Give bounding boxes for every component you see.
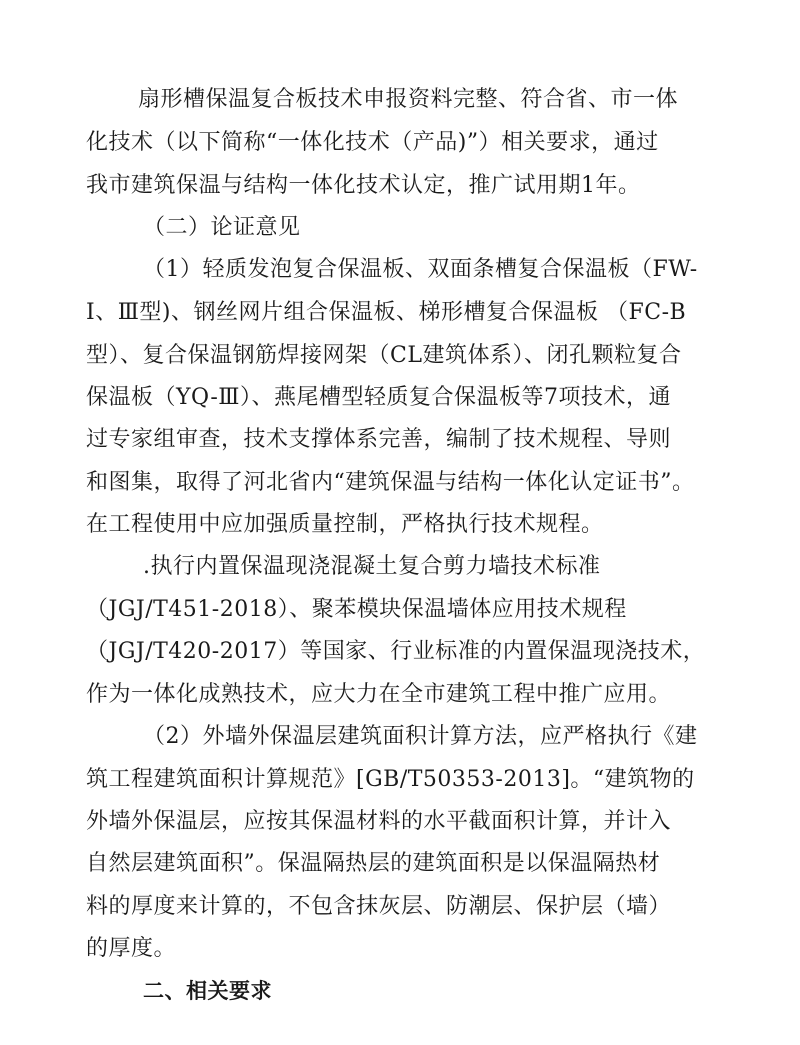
text-line: 型）、复合保温钢筋焊接网架（CL建筑体系）、闭孔颗粒复合 (86, 343, 682, 368)
text-line: （JGJ/T451-2018）、聚苯模块保温墙体应用技术规程 (86, 597, 627, 622)
text-line: 过专家组审查，技术支撑体系完善，编制了技术规程、导则 (86, 427, 672, 452)
text-line: 外墙外保温层，应按其保温材料的水平截面积计算，并计入 (86, 809, 672, 834)
text-line: 我市建筑保温与结构一体化技术认定，推广试用期1年。 (86, 173, 641, 198)
text-line: （1）轻质发泡复合保温板、双面条槽复合保温板（FW- (143, 257, 698, 282)
text-line: 化技术（以下简称“一体化技术（产品)”）相关要求，通过 (86, 130, 659, 155)
text-line: .执行内置保温现浇混凝土复合剪力墙技术标准 (143, 554, 601, 579)
text-line: 料的厚度来计算的，不包含抹灰层、防潮层、保护层（墙） (86, 894, 672, 919)
chapter-heading: 二、相关要求 (143, 979, 272, 1003)
text-line: 保温板（YQ-Ⅲ）、燕尾槽型轻质复合保温板等7项技术，通 (86, 385, 672, 410)
text-line: 作为一体化成熟技术，应大力在全市建筑工程中推广应用。 (86, 682, 672, 707)
text-line: 扇形槽保温复合板技术申报资料完整、符合省、市一体 (138, 87, 679, 112)
text-line: 和图集，取得了河北省内“建筑保温与结构一体化认定证书”。 (86, 470, 695, 495)
text-line: （2）外墙外保温层建筑面积计算方法，应严格执行《建 (143, 724, 698, 749)
section-heading: （二）论证意见 (143, 215, 301, 240)
text-line: 在工程使用中应加强质量控制，严格执行技术规程。 (86, 512, 604, 537)
text-line: （JGJ/T420-2017）等国家、行业标准的内置保温现浇技术， (86, 639, 706, 664)
text-line: 自然层建筑面积”。保温隔热层的建筑面积是以保温隔热材 (86, 851, 661, 876)
text-line: Ⅰ、Ⅲ型)、钢丝网片组合保温板、梯形槽复合保温板 （FC-B (86, 300, 687, 325)
text-line: 筑工程建筑面积计算规范》[GB/T50353-2013]。“建筑物的 (86, 767, 695, 792)
text-line: 的厚度。 (86, 936, 177, 961)
